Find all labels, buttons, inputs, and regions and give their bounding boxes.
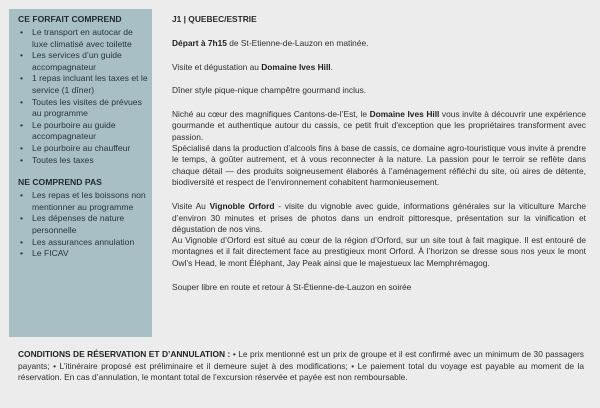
orford-intro: Visite Au	[172, 201, 210, 212]
itinerary-content	[172, 14, 586, 293]
ives-hill-paragraph	[172, 109, 586, 143]
list-item: • Les repas et les boissons non mentionner au programme	[18, 190, 152, 213]
departure-text: de St-Etienne-de-Lauzon en matinée.	[226, 38, 369, 49]
list-item: • Le FICAV	[18, 248, 152, 260]
list-item: • Le pourboire au guide accompagnateur	[18, 120, 152, 143]
list-item: • Toutes les visites de prévues au programme	[18, 97, 152, 120]
orford-paragraph	[172, 201, 586, 235]
visit-end: .	[330, 61, 333, 72]
departure-line	[172, 38, 586, 49]
excluded-list	[18, 190, 152, 260]
visit-line	[172, 62, 586, 73]
orford-paragraph-2: Au Vignoble d’Orford est situé au cœur de la région d’Orford, sur un site tout à fait magique. Il est entouré de montagnes et il fait directement face au prestigieux mont Orford. À l’horizon se dresse sous nos yeux le mont Owl’s Head, le mont Éléphant, Jay Peak ainsi que le majestueux lac Memphrémagog.	[172, 235, 586, 268]
included-heading: CE FORFAIT COMPREND	[18, 14, 122, 24]
visit-place: Domaine Ives Hill	[261, 61, 331, 72]
ives-hill-paragraph-2: Spécialisé dans la production d’alcools fins à base de cassis, ce domaine agro-touristique vous invite à prendre le temps, à goûter autrement, et à vous reconnecter à la nature. La passion pour le terroir se reflète dans chaque détail — des produits soigneusement élaborés à l’aménagement réfléchi du site, où aires de détente, biodiversité et respect de l’environnement cohabitent harmonieusement.	[172, 143, 586, 187]
included-list	[18, 27, 152, 166]
day-title: J1 | QUEBEC/ESTRIE	[172, 14, 257, 24]
orford-rest: - visite du vignoble avec guide, informations générales sur la viticulture Marche d’environ 30 minutes et prises de photos dans un endroit pittoresque, présentation sur la vinification et dégustation de nos vins.	[172, 201, 587, 234]
booking-conditions	[18, 349, 584, 384]
list-item: • Les services d’un guide accompagnateur	[18, 50, 152, 73]
list-item: • 1 repas incluant les taxes et le service (1 dîner)	[18, 73, 152, 96]
package-sidebar	[9, 9, 152, 337]
excluded-heading: NE COMPREND PAS	[18, 177, 102, 188]
ives-intro: Niché au cœur des magnifiques Cantons-de-l’Est, le	[172, 109, 370, 120]
orford-name: Vignoble Orford	[209, 201, 275, 212]
dinner-line: Souper libre en route et retour à St-Étienne-de-Lauzon en soirée	[172, 282, 412, 293]
ives-name: Domaine Ives Hill	[369, 109, 440, 120]
list-item: • Les assurances annulation	[18, 237, 152, 249]
conditions-text: • Le prix mentionné est un prix de groupe et il est confirmé avec un minimum de 30 passagers payants; • L’itinéraire proposé est préliminaire et il demeure sujet à des modifications; • Le paiement total du voyage est payable au moment de la réservation. En cas d’annulation, le montant total de l’excursion réservée et payée est non remboursable.	[18, 349, 584, 383]
lunch-line: Dîner style pique-nique champêtre gourmand inclus.	[172, 84, 367, 95]
conditions-heading: CONDITIONS DE RÉSERVATION ET D’ANNULATION :	[18, 349, 231, 359]
list-item: • Le transport en autocar de luxe climatisé avec toilette	[18, 27, 152, 50]
list-item: • Les dépenses de nature personnelle	[18, 213, 152, 236]
visit-intro: Visite et dégustation au	[172, 61, 262, 72]
list-item: • Toutes les taxes	[18, 155, 152, 167]
departure-time: Départ à 7h15	[172, 38, 227, 49]
list-item: • Le pourboire au chauffeur	[18, 143, 152, 155]
ives-rest: vous invite à découvrir une expérience gourmande et authentique autour du cassis, ce petit fruit d'exception que les propriétaires transforment avec passion.	[172, 109, 586, 142]
